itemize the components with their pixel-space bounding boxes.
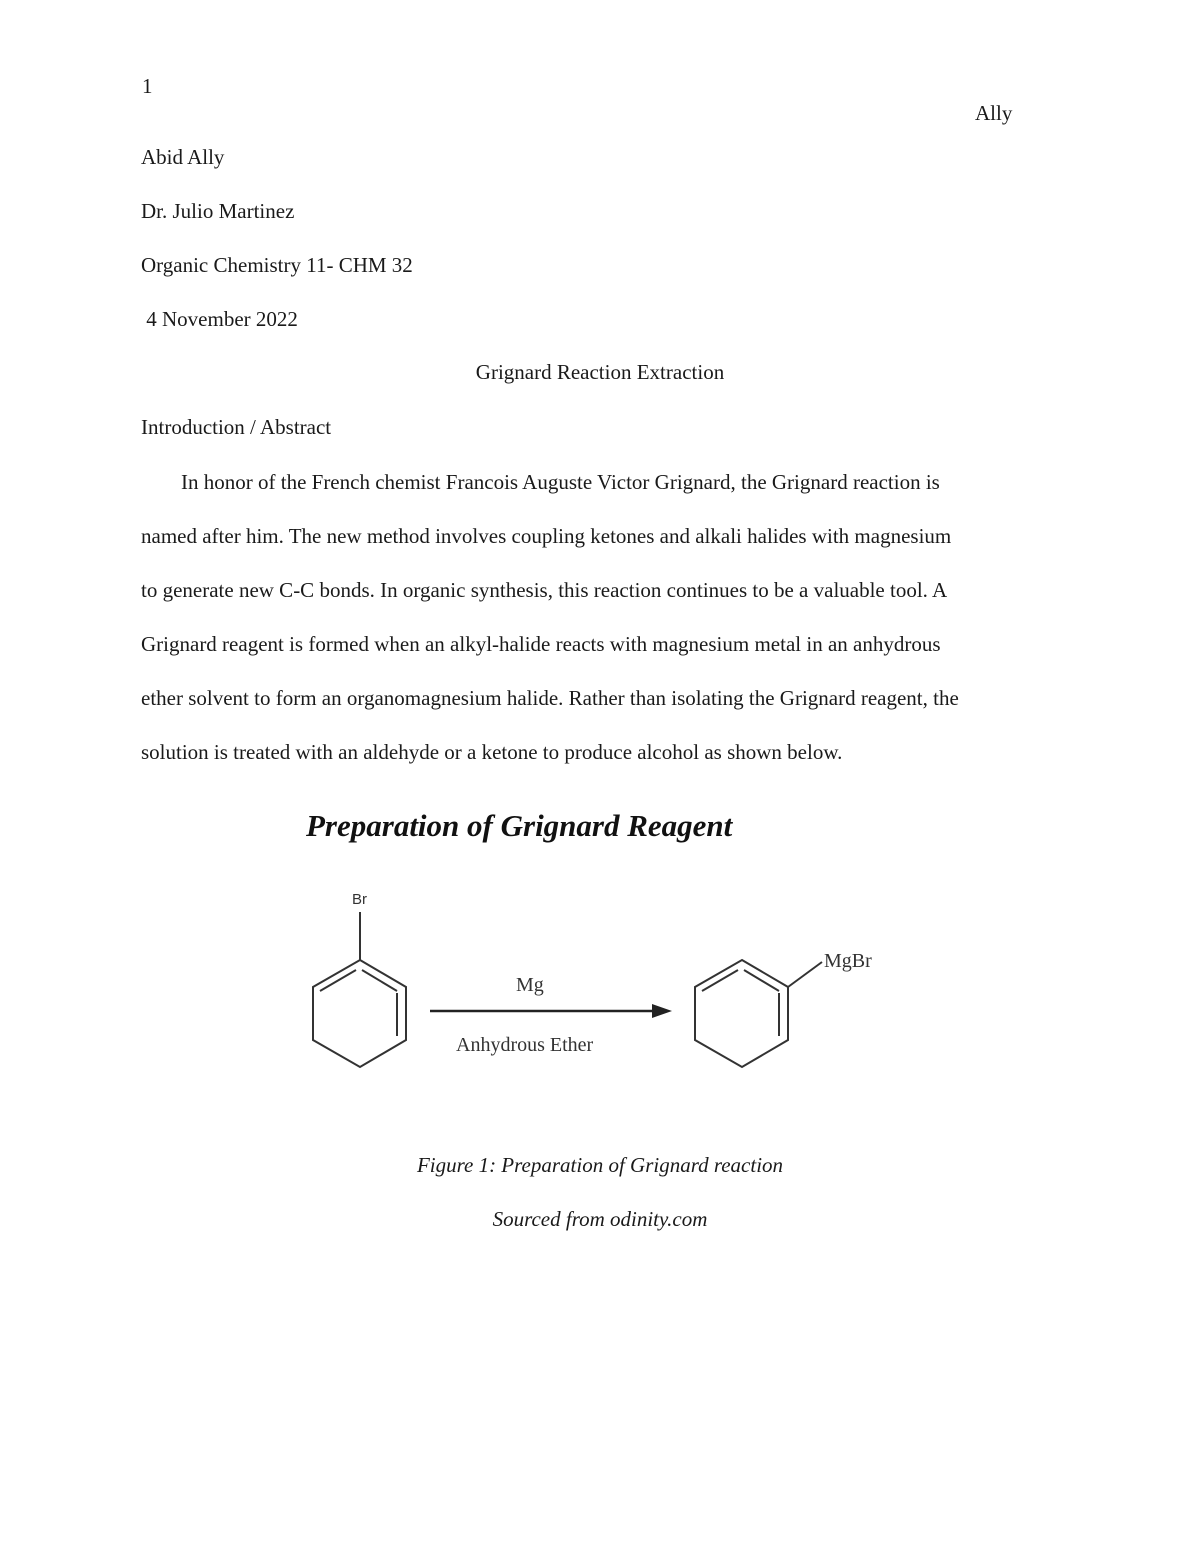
product-mgbr-label: MgBr — [824, 950, 872, 972]
double-bond-line — [362, 970, 397, 991]
section-heading: Introduction / Abstract — [141, 415, 332, 439]
bromobenzene-ring — [313, 912, 406, 1067]
figure-title: Preparation of Grignard Reagent — [306, 808, 733, 843]
benzene-hexagon — [695, 960, 788, 1067]
paragraph-line: Grignard reagent is formed when an alkyl-halide reacts with magnesium metal in an anhydrous — [141, 632, 941, 656]
reagent-mg-label: Mg — [516, 974, 544, 996]
reaction-figure — [296, 800, 896, 1100]
paragraph-line: In honor of the French chemist Francois Auguste Victor Grignard, the Grignard reaction is — [181, 470, 940, 494]
author-name: Abid Ally — [141, 145, 225, 169]
date: 4 November 2022 — [141, 307, 298, 331]
figure-source: Sourced from odinity.com — [492, 1207, 708, 1231]
paragraph-line: ether solvent to form an organomagnesium halide. Rather than isolating the Grignard reagent, the — [141, 686, 959, 710]
phenylmagnesium-ring — [695, 960, 822, 1067]
c-mg-bond — [788, 962, 822, 987]
instructor-name: Dr. Julio Martinez — [141, 199, 295, 223]
figure-caption: Figure 1: Preparation of Grignard reaction — [416, 1153, 784, 1177]
course-name: Organic Chemistry 11- CHM 32 — [141, 253, 413, 277]
paragraph-line: solution is treated with an aldehyde or a ketone to produce alcohol as shown below. — [141, 740, 843, 764]
reaction-arrow — [430, 1004, 672, 1018]
double-bond-line — [744, 970, 779, 991]
running-head: Ally — [975, 101, 1013, 125]
document-title: Grignard Reaction Extraction — [475, 360, 725, 384]
reaction-diagram — [296, 800, 896, 1100]
paragraph-line: named after him. The new method involves coupling ketones and alkali halides with magnesium — [141, 524, 952, 548]
reactant-br-label: Br — [352, 891, 367, 908]
page-number: 1 — [142, 74, 153, 98]
paragraph-line: to generate new C-C bonds. In organic synthesis, this reaction continues to be a valuable tool. A — [141, 578, 948, 602]
reagent-ether-label: Anhydrous Ether — [456, 1034, 594, 1056]
benzene-hexagon — [313, 960, 406, 1067]
